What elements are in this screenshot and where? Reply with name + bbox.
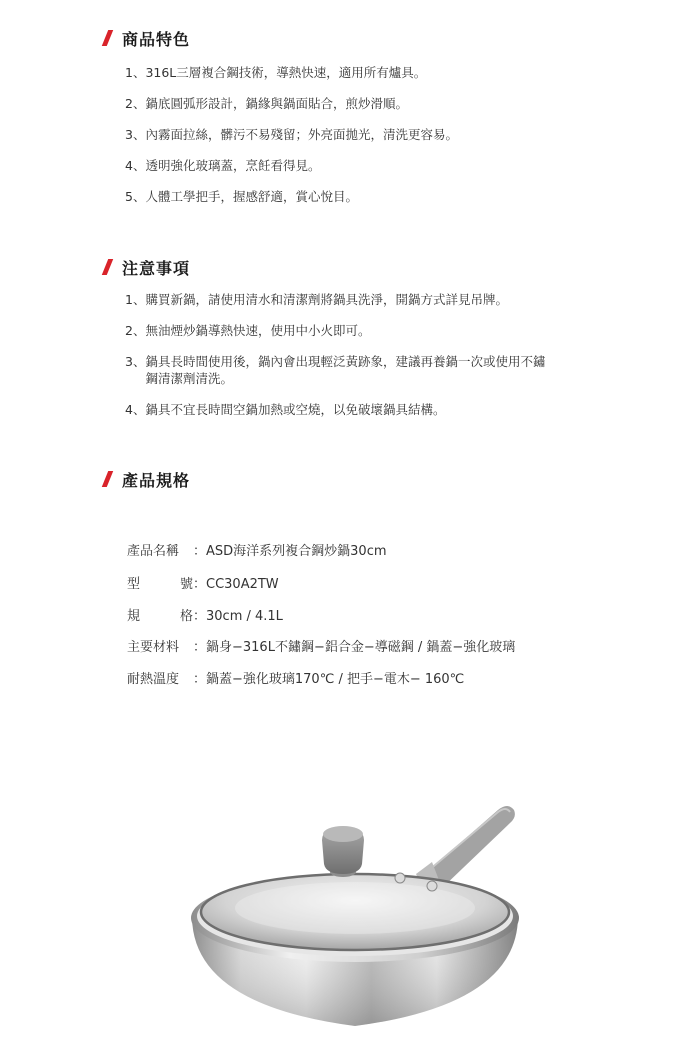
accent-slash-icon — [102, 30, 113, 46]
wok-product-image — [180, 790, 530, 1035]
spec-row-size: 規 格 ： 30cm / 4.1L — [127, 609, 283, 624]
accent-slash-icon — [102, 259, 113, 275]
notes-header — [105, 255, 190, 279]
features-title: 商品特色 — [122, 29, 191, 49]
spec-row-heat: 耐熱溫度 ： 鍋蓋−強化玻璃170℃ / 把手−電木− 160℃ — [127, 672, 465, 687]
rivet-icon — [427, 881, 437, 891]
spec-row-material: 主要材料 ： 鍋身−316L不鏽鋼−鋁合金−導磁鋼 / 鍋蓋−強化玻璃 — [127, 640, 516, 655]
features-header — [105, 26, 190, 50]
list-item: 2、 無油煙炒鍋導熱快速，使用中小火即可。 — [125, 323, 371, 338]
list-item: 5、 人體工學把手，握感舒適，賞心悅目。 — [125, 189, 358, 204]
rivet-icon — [395, 873, 405, 883]
list-item: 2、 鍋底圓弧形設計，鍋緣與鍋面貼合，煎炒滑順。 — [125, 96, 408, 111]
notes-list — [125, 291, 557, 418]
accent-slash-icon — [102, 471, 113, 487]
lid-knob — [322, 826, 364, 877]
specs-title: 產品規格 — [122, 470, 191, 490]
spec-row-model: 型 號 ： CC30A2TW — [127, 577, 279, 592]
list-item: 3、 鍋具長時間使用後，鍋內會出現輕泛黃跡象，建議再養鍋一次或使用不鏽鋼清潔劑清洗。 — [125, 354, 546, 386]
notes-title: 注意事項 — [122, 258, 191, 278]
list-item: 1、 316L三層複合鋼技術，導熱快速，適用所有爐具。 — [125, 65, 427, 80]
list-item: 4、 鍋具不宜長時間空鍋加熱或空燒，以免破壞鍋具結構。 — [125, 402, 446, 417]
list-item: 1、 購買新鍋，請使用清水和清潔劑將鍋具洗淨，開鍋方式詳見吊牌。 — [125, 292, 508, 307]
list-item: 4、 透明強化玻璃蓋，烹飪看得見。 — [125, 158, 321, 173]
features-list — [125, 64, 458, 205]
spec-row-name: 產品名稱 ： ASD海洋系列複合鋼炒鍋30cm — [127, 544, 387, 559]
specs-header — [105, 467, 190, 491]
list-item: 3、 內霧面拉絲，髒污不易殘留；外亮面拋光，清洗更容易。 — [125, 127, 458, 142]
